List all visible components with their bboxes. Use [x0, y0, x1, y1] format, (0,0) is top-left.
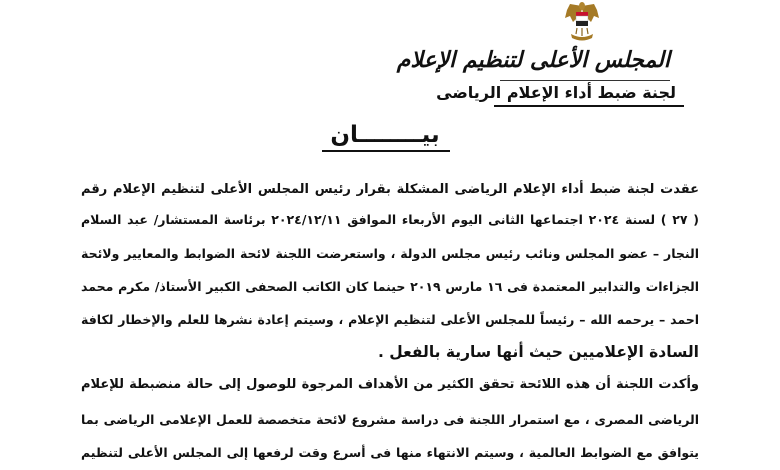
body-line-5: احمد – يرحمه الله – رئيساً للمجلس الأعلى لتنظيم الإعلام ، وسيتم إعادة نشرها للعلم والإخطار لكافة — [81, 312, 699, 327]
committee-underline — [494, 105, 684, 107]
body-line-8: الرياضى المصرى ، مع استمرار اللجنة فى دراسة مشروع لائحة متخصصة للعمل الإعلامى الرياضى بما — [81, 412, 699, 427]
body-line-4: الجزاءات والتدابير المعتمدة فى ١٦ مارس ٢٠١٩ حينما كان الكاتب الصحفى الكبير الأستاذ/ مكرم محمد — [81, 279, 699, 294]
council-name: المجلس الأعلى لتنظيم الإعلام — [396, 47, 670, 73]
body-line-7: وأكدت اللجنة أن هذه اللائحة تحقق الكثير من الأهداف المرجوة للوصول إلى حالة منضبطة للإعلام — [81, 377, 699, 392]
document-heading-underline — [322, 150, 450, 152]
body-line-2: ( ٢٧ ) لسنة ٢٠٢٤ اجتماعها الثانى اليوم الأربعاء الموافق ٢٠٢٤/١٢/١١ برئاسة المستشار/ عبد السلام — [81, 212, 699, 227]
body-line-3: النجار – عضو المجلس ونائب رئيس مجلس الدولة ، واستعرضت اللجنة لائحة الضوابط والمعايير ولائحة — [81, 246, 699, 261]
document-heading: بيــــــــان — [330, 122, 440, 148]
body-line-1: عقدت لجنة ضبط أداء الإعلام الرياضى المشكلة بقرار رئيس المجلس الأعلى لتنظيم الإعلام رقم — [81, 182, 699, 197]
body-line-6: السادة الإعلاميين حيث أنها سارية بالفعل . — [377, 343, 699, 361]
committee-name: لجنة ضبط أداء الإعلام الرياضى — [436, 83, 676, 102]
eagle-emblem-icon — [562, 0, 602, 42]
body-line-9: يتوافق مع الضوابط العالمية ، وسيتم الانتهاء منها فى أسرع وقت لرفعها إلى المجلس الأعلى لتنظيم — [81, 445, 699, 460]
council-underline — [500, 80, 670, 81]
